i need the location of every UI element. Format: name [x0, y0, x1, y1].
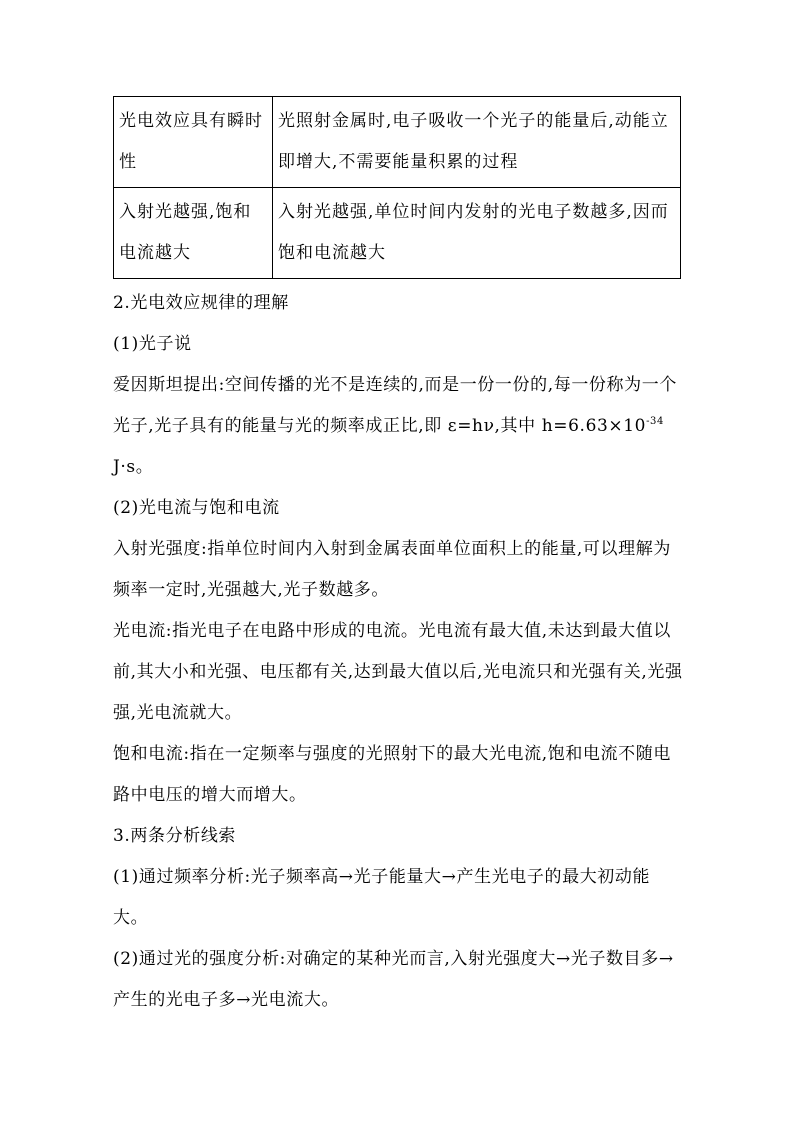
list-item: (2)通过光的强度分析:对确定的某种光而言,入射光强度大→光子数目多→产生的光电子多→光电流大。 — [113, 949, 674, 1010]
paragraph-intensity: 入射光强度:指单位时间内入射到金属表面单位面积上的能量,可以理解为频率一定时,光强越大,光子数越多。 — [113, 539, 671, 600]
table-row — [114, 97, 681, 188]
paragraph-photocurrent: 光电流:指光电子在电路中形成的电流。光电流有最大值,未达到最大值以前,其大小和光强、电压都有关,达到最大值以后,光电流只和光强有关,光强强,光电流就大。 — [113, 621, 683, 723]
comparison-table — [113, 96, 681, 279]
unit-text: J·s。 — [113, 457, 154, 477]
table-cell-feature: 光电效应具有瞬时性 — [114, 97, 273, 188]
paragraph-saturation: 饱和电流:指在一定频率与强度的光照射下的最大光电流,饱和电流不随电路中电压的增大而增大。 — [113, 744, 671, 805]
document-page — [113, 96, 683, 1021]
table-cell-feature: 入射光越强,饱和电流越大 — [114, 188, 273, 279]
table-cell-explanation: 入射光越强,单位时间内发射的光电子数越多,因而饱和电流越大 — [273, 188, 681, 279]
table-cell-explanation: 光照射金属时,电子吸收一个光子的能量后,动能立即增大,不需要能量积累的过程 — [273, 97, 681, 188]
list-item: (1)通过频率分析:光子频率高→光子能量大→产生光电子的最大初动能大。 — [113, 867, 651, 928]
sub-heading: (1)光子说 — [113, 334, 192, 354]
section-heading: 2.光电效应规律的理解 — [113, 293, 289, 313]
section-heading: 3.两条分析线索 — [113, 826, 237, 846]
table-row — [114, 188, 681, 279]
exponent: -34 — [646, 416, 664, 427]
paragraph-photon — [113, 365, 683, 488]
photon-text: 爱因斯坦提出:空间传播的光不是连续的,而是一份一份的,每一份称为一个光子,光子具有的能量与光的频率成正比,即 ε=hν,其中 h=6.63×10 — [113, 375, 677, 436]
sub-heading: (2)光电流与饱和电流 — [113, 498, 280, 518]
